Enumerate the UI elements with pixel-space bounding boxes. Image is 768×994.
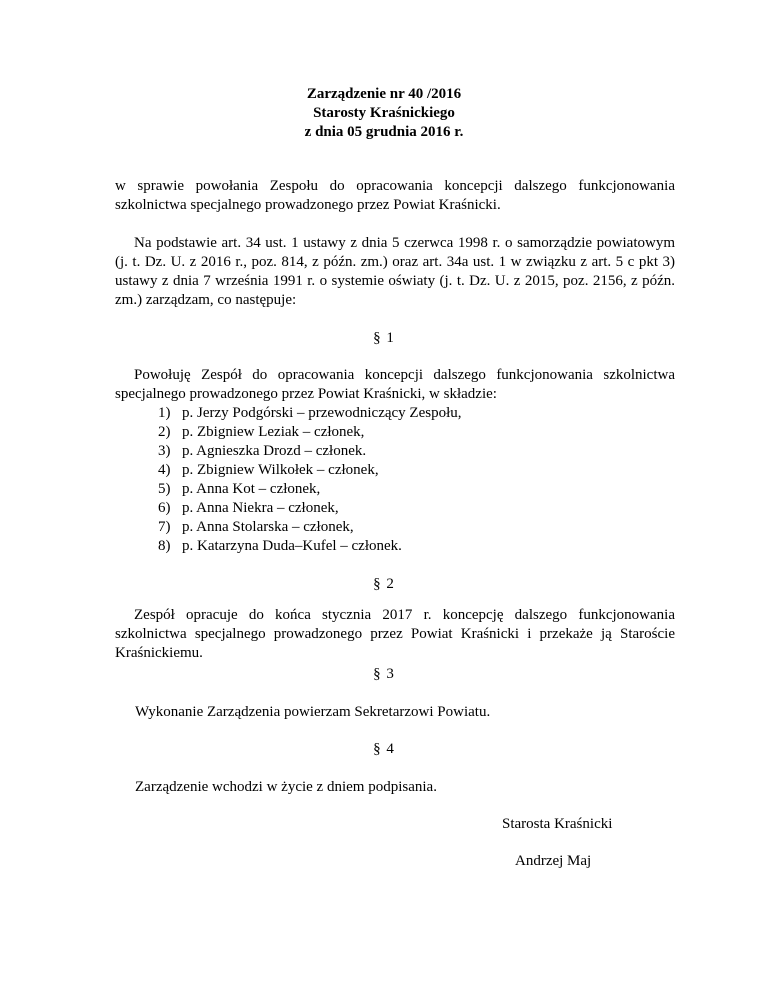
list-item-text: p. Anna Niekra – członek, [182,500,339,516]
list-item-number: 3) [158,443,171,459]
list-item [158,404,462,423]
list-item-number: 1) [158,405,171,421]
subject-paragraph: w sprawie powołania Zespołu do opracowania koncepcji dalszego funkcjonowania szkolnictwa specjalnego prowadzonego przez Powiat Kraśnicki. [115,178,675,213]
list-item [158,537,462,556]
section-4-sign: § 4 [373,741,395,757]
section-1-sign: § 1 [373,330,395,346]
list-item-text: p. Agnieszka Drozd – członek. [182,443,367,459]
list-item [158,442,462,461]
list-item [158,461,462,480]
list-item-text: p. Katarzyna Duda–Kufel – członek. [182,538,402,554]
list-item-number: 8) [158,538,171,554]
signature-name: Andrzej Maj [515,853,592,869]
list-item-number: 6) [158,500,171,516]
members-list [158,404,462,556]
list-item-text: p. Jerzy Podgórski – przewodniczący Zespołu, [182,405,462,421]
list-item [158,499,462,518]
legal-basis-paragraph: Na podstawie art. 34 ust. 1 ustawy z dnia 5 czerwca 1998 r. o samorządzie powiatowym (j. t. Dz. U. z 2016 r., poz. 814, z późn. zm.) oraz art. 34a ust. 1 w związku z art. 5 c pkt 3) ustawy z dnia 7 września 1991 r. o systemie oświaty (j. t. Dz. U. z 2015, poz. 2156, z późn. zm.) zarządzam, co następuje: [115,235,675,308]
list-item-number: 7) [158,519,171,535]
list-item [158,480,462,499]
section-3-paragraph: Wykonanie Zarządzenia powierzam Sekretarzowi Powiatu. [135,704,491,720]
section-2-sign: § 2 [373,576,395,592]
list-item-text: p. Anna Stolarska – członek, [182,519,354,535]
document-issuer: Starosty Kraśnickiego [313,105,455,121]
document-title: Zarządzenie nr 40 /2016 [306,86,462,102]
section-1-paragraph: Powołuję Zespół do opracowania koncepcji dalszego funkcjonowania szkolnictwa specjalnego prowadzonego przez Powiat Kraśnicki, w składzie: [115,367,675,402]
list-item-text: p. Anna Kot – członek, [182,481,321,497]
list-item-text: p. Zbigniew Leziak – członek, [182,424,365,440]
list-item-text: p. Zbigniew Wilkołek – członek, [182,462,379,478]
list-item [158,518,462,537]
document-date: z dnia 05 grudnia 2016 r. [304,124,464,140]
section-3-sign: § 3 [373,666,395,682]
list-item [158,423,462,442]
signature-title: Starosta Kraśnicki [502,816,613,832]
section-4-paragraph: Zarządzenie wchodzi w życie z dniem podpisania. [135,779,437,795]
list-item-number: 5) [158,481,171,497]
list-item-number: 2) [158,424,171,440]
section-2-paragraph: Zespół opracuje do końca stycznia 2017 r. koncepcję dalszego funkcjonowania szkolnictwa specjalnego prowadzonego przez Powiat Kraśnicki i przekaże ją Staroście Kraśnickiemu. [115,607,675,661]
list-item-number: 4) [158,462,171,478]
